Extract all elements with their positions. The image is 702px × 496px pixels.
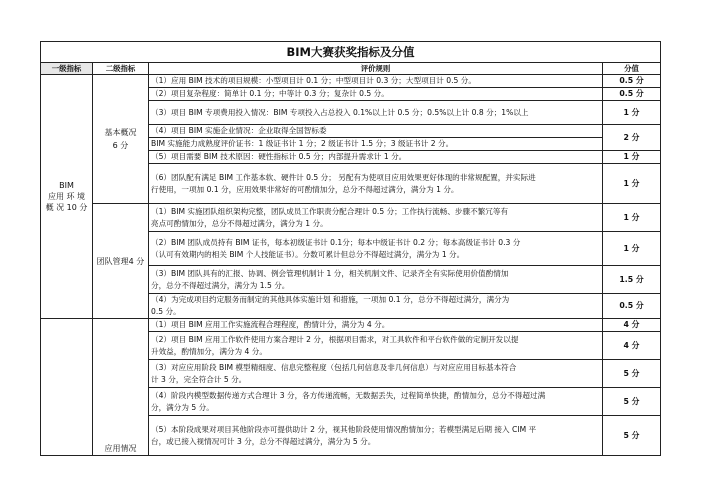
header-criteria: 评价规则 xyxy=(149,63,603,75)
level1-bim-environment: BIM 应用 环 境 概 况 10 分 xyxy=(41,75,93,319)
score-cell: 1 分 xyxy=(603,101,661,125)
criteria-row: （2）项目 BIM 应用工作软件使用方案合理计 2 分，根据项目需求，对工具软件和平台软件做的定制开发以提 升效益，酌情加分，满分为 4 分。 xyxy=(149,332,603,360)
criteria-row: （4）项目 BIM 实施企业情况：企业取得全国智标委 BIM 实施能力成熟度评价证书：1 级证书计 1 分；2 级证书计 1.5 分；3 级证书计 2 分。 xyxy=(149,125,603,151)
score-cell: 5 分 xyxy=(603,360,661,388)
score-cell: 2 分 xyxy=(603,125,661,151)
criteria-row: （3）对应应用阶段 BIM 模型精细度、信息完整程度（包括几何信息及非几何信息）与对应应用目标基本符合 计 3 分，完全符合计 5 分。 xyxy=(149,360,603,388)
criteria-row: （3）项目 BIM 专项费用投入情况：BIM 专项投入占总投入 0.1%以上计 0.5 分；0.5%以上计 0.8 分；1%以上 xyxy=(149,101,603,125)
criteria-row: （2）项目复杂程度：简单计 0.1 分；中等计 0.3 分；复杂计 0.5 分。 xyxy=(149,88,603,101)
criteria-row: （1）项目 BIM 应用工作实施流程合理程度，酌情计分，满分为 4 分。 xyxy=(149,319,603,332)
score-cell: 5 分 xyxy=(603,388,661,416)
criteria-row: （4）阶段内模型数据传递方式合理计 3 分，各方传递流畅，无数据丢失，过程简单快捷，酌情加分，总分不得超过满 分，满分为 5 分。 xyxy=(149,388,603,416)
score-cell: 1 分 xyxy=(603,204,661,232)
level2-application: 应用情况 xyxy=(93,319,149,456)
level2-basic-overview: 基本概况 6 分 xyxy=(93,75,149,204)
criteria-row: （6）团队配有满足 BIM 工作基本软、硬件计 0.5 分； 另配有为使项目应用效果更好体现的非常规配置，并实际进 行使用，一项加 0.1 分，应用效果非常好的可酌情加分，总分不得超过满分，满分为 1 分。 xyxy=(149,164,603,204)
score-cell: 4 分 xyxy=(603,332,661,360)
score-cell: 5 分 xyxy=(603,416,661,456)
criteria-row: （1）BIM 实施团队组织架构完整，团队成员工作职责分配合理计 0.5 分；工作执行流畅、步骤不繁冗等有 亮点可酌情加分，总分不得超过满分，满分为 1 分。 xyxy=(149,204,603,232)
score-cell: 0.5 分 xyxy=(603,294,661,319)
score-cell: 1 分 xyxy=(603,151,661,164)
header-level2: 二级指标 xyxy=(93,63,149,75)
criteria-row: （2）BIM 团队成员持有 BIM 证书，每本初级证书计 0.1分；每本中级证书计 0.2 分；每本高级证书计 0.3 分 （认可有效期内的相关 BIM 个人技能证书）。分数可累计但总分不得超过满分，满分为 1 分。 xyxy=(149,232,603,266)
level1-blank xyxy=(41,319,93,456)
score-cell: 1.5 分 xyxy=(603,266,661,294)
score-sheet-table xyxy=(40,41,661,456)
criteria-row: （5）本阶段成果对项目其他阶段亦可提供助计 2 分，视其他阶段使用情况酌情加分；若模型满足后期 接入 CIM 平 台，或已接入视情况可计 3 分，总分不得超过满分，满分为 5 分。 xyxy=(149,416,603,456)
score-cell: 0.5 分 xyxy=(603,88,661,101)
score-cell: 0.5 分 xyxy=(603,75,661,88)
score-cell: 1 分 xyxy=(603,232,661,266)
header-level1: 一级指标 xyxy=(41,63,93,75)
criteria-row: （1）应用 BIM 技术的项目规模：小型项目计 0.1 分；中型项目计 0.3 分；大型项目计 0.5 分。 xyxy=(149,75,603,88)
level2-team-management: 团队管理4 分 xyxy=(93,204,149,319)
header-score: 分值 xyxy=(603,63,661,75)
score-cell: 1 分 xyxy=(603,164,661,204)
criteria-row: （5）项目需要 BIM 技术原因：硬性指标计 0.5 分；内部提升需求计 1 分。 xyxy=(149,151,603,164)
score-cell: 4 分 xyxy=(603,319,661,332)
criteria-row: （4）为完成项目约定服务而制定的其他具体实施计划 和措施，一项加 0.1 分，总分不得超过满分，满分为 0.5 分。 xyxy=(149,294,603,319)
sheet-title: BIM大赛获奖指标及分值 xyxy=(41,42,661,63)
criteria-row: （3）BIM 团队具有的汇报、协调、例会管理机制计 1 分，相关机制文件、记录齐全有实际使用价值酌情加 分，总分不得超过满分，满分为 1.5 分。 xyxy=(149,266,603,294)
